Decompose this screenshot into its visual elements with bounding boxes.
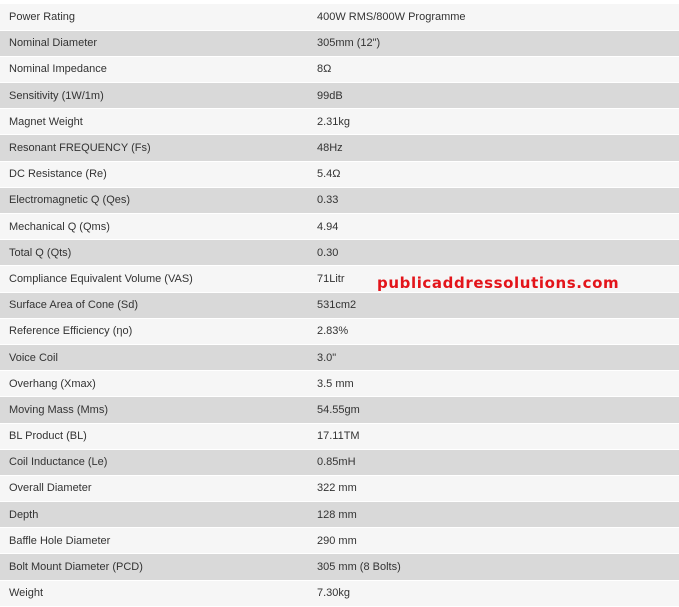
spec-value: 305 mm (8 Bolts) (308, 554, 679, 580)
spec-value: 71Litr (308, 266, 679, 292)
spec-label: Weight (0, 580, 308, 606)
spec-value: 4.94 (308, 214, 679, 240)
spec-value: 3.5 mm (308, 371, 679, 397)
spec-row (0, 475, 679, 501)
spec-value: 17.11TM (308, 423, 679, 449)
spec-label: Voice Coil (0, 344, 308, 370)
spec-label: Electromagnetic Q (Qes) (0, 187, 308, 213)
spec-row (0, 161, 679, 187)
spec-row (0, 4, 679, 30)
spec-value: 48Hz (308, 135, 679, 161)
spec-value: 3.0" (308, 344, 679, 370)
spec-value: 128 mm (308, 502, 679, 528)
spec-label: Nominal Diameter (0, 30, 308, 56)
spec-label: Mechanical Q (Qms) (0, 214, 308, 240)
spec-row (0, 187, 679, 213)
spec-row (0, 528, 679, 554)
spec-value: 322 mm (308, 475, 679, 501)
spec-row (0, 502, 679, 528)
spec-value: 0.85mH (308, 449, 679, 475)
watermark-text: publicaddressolutions.com (377, 274, 620, 292)
spec-value: 54.55gm (308, 397, 679, 423)
spec-row (0, 135, 679, 161)
spec-row (0, 56, 679, 82)
spec-value: 7.30kg (308, 580, 679, 606)
spec-label: BL Product (BL) (0, 423, 308, 449)
specifications-body (0, 4, 679, 606)
spec-label: Overhang (Xmax) (0, 371, 308, 397)
spec-value: 5.4Ω (308, 161, 679, 187)
spec-label: Surface Area of Cone (Sd) (0, 292, 308, 318)
spec-label: Coil Inductance (Le) (0, 449, 308, 475)
spec-row (0, 83, 679, 109)
spec-row (0, 30, 679, 56)
spec-value: 400W RMS/800W Programme (308, 4, 679, 30)
spec-value: 305mm (12") (308, 30, 679, 56)
spec-row (0, 344, 679, 370)
spec-label: Depth (0, 502, 308, 528)
spec-label: Sensitivity (1W/1m) (0, 83, 308, 109)
spec-value: 531cm2 (308, 292, 679, 318)
spec-row (0, 292, 679, 318)
spec-label: Total Q (Qts) (0, 240, 308, 266)
spec-value: 99dB (308, 83, 679, 109)
spec-label: Baffle Hole Diameter (0, 528, 308, 554)
spec-row (0, 423, 679, 449)
spec-label: Resonant FREQUENCY (Fs) (0, 135, 308, 161)
spec-label: Reference Efficiency (ηo) (0, 318, 308, 344)
spec-row (0, 397, 679, 423)
spec-label: Nominal Impedance (0, 56, 308, 82)
spec-label: DC Resistance (Re) (0, 161, 308, 187)
spec-row (0, 371, 679, 397)
spec-row (0, 449, 679, 475)
spec-label: Magnet Weight (0, 109, 308, 135)
spec-label: Moving Mass (Mms) (0, 397, 308, 423)
spec-row (0, 580, 679, 606)
spec-label: Bolt Mount Diameter (PCD) (0, 554, 308, 580)
spec-row (0, 214, 679, 240)
spec-row (0, 240, 679, 266)
specifications-table (0, 4, 679, 607)
spec-label: Power Rating (0, 4, 308, 30)
spec-row (0, 109, 679, 135)
spec-label: Compliance Equivalent Volume (VAS) (0, 266, 308, 292)
spec-value: 2.31kg (308, 109, 679, 135)
spec-row (0, 318, 679, 344)
spec-row (0, 554, 679, 580)
spec-value: 0.30 (308, 240, 679, 266)
spec-label: Overall Diameter (0, 475, 308, 501)
spec-value: 8Ω (308, 56, 679, 82)
spec-value: 290 mm (308, 528, 679, 554)
spec-value: 2.83% (308, 318, 679, 344)
spec-value: 0.33 (308, 187, 679, 213)
